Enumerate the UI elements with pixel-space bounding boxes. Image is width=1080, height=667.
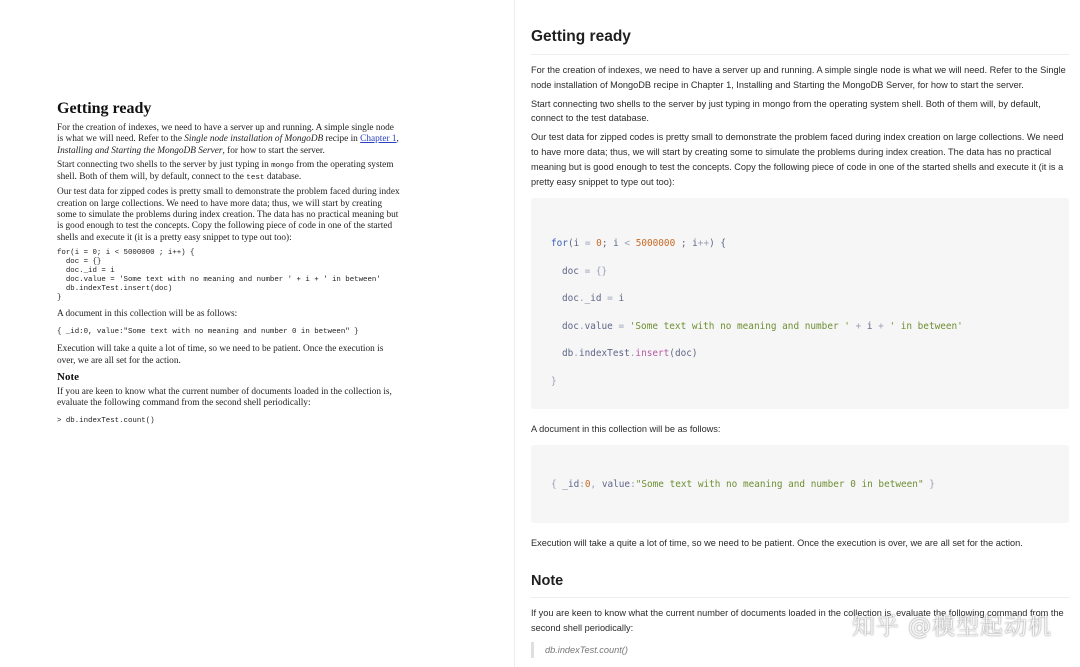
code-token: ; i [601, 238, 625, 250]
code-line [551, 313, 1049, 341]
code-token: 5000000 [630, 238, 676, 250]
code-line [551, 340, 1049, 368]
code-token: doc [562, 320, 579, 332]
code-token: ++ [697, 238, 710, 250]
book-paragraph-3: Our test data for zipped codes is pretty small to demonstrate the problem faced during index creation on large collections. We need to have more data; thus, we will start by creating some to simulate the problems during index creation. The data has no practical meaning but is good enough to test the concepts. Copy the following piece of code in one of the started shells and execute it (it is a pretty easy snippet to type out too): [57, 187, 400, 243]
code-token: insert [635, 348, 670, 360]
code-token: (i [567, 238, 585, 250]
inline-code: test [246, 174, 265, 183]
book-paragraph-5: Execution will take a quite a lot of time, so we need to be patient. Once the execution is over, we are all set for the action. [57, 344, 384, 366]
recipe-title: Single node installation of MongoDB [184, 134, 324, 145]
code-token: + [872, 320, 884, 332]
code-token: doc [562, 293, 579, 305]
code-token: doc [562, 265, 585, 277]
code-token: i [861, 320, 873, 332]
code-token: 'Some text with no meaning and number ' [624, 320, 850, 332]
code-token: ' in between' [883, 320, 963, 332]
web-paragraph-4: A document in this collection will be as follows: [531, 424, 721, 435]
web-paragraph-2: Start connecting two shells to the server by just typing in mongo from the operating system shell. Both of them will, by default, connect to the test database. [531, 98, 1041, 124]
code-token: "Some text with no meaning and number 0 in between" [635, 478, 924, 490]
book-page-content [57, 100, 402, 433]
code-token: { [551, 478, 563, 490]
code-token: db [562, 348, 574, 360]
code-token: = [607, 293, 613, 305]
book-paragraph-6: If you are keen to know what the current number of documents loaded in the collection is, evaluate the following command from the second shell periodically: [57, 386, 392, 409]
code-token: : [579, 478, 585, 490]
book-code-count: > db.indexTest.count() [57, 417, 155, 426]
code-token: (doc) [669, 348, 698, 360]
code-token: . [629, 348, 636, 360]
web-paragraph-6: If you are keen to know what the current number of documents loaded in the collection is, evaluate the following command from the second shell periodically: [531, 607, 1064, 633]
code-token: < [624, 238, 631, 250]
code-token: : [630, 478, 636, 490]
code-token: indexTest [578, 348, 630, 360]
web-code-block[interactable] [531, 198, 1069, 409]
web-paragraph-3: Our test data for zipped codes is pretty small to demonstrate the problem faced during index creation on large collections. We need to have more data; thus, we will start by creating some to simulate the problems during index creation. The data has no practical meaning but is good enough to test the concepts. Copy the following piece of code in one of the started shells and execute it (it is a pretty easy snippet to type out too): [531, 132, 1064, 187]
code-token: = [618, 320, 625, 332]
code-token: + [849, 320, 862, 332]
code-token: for [551, 238, 568, 250]
chapter-1-link[interactable]: Chapter 1 [360, 134, 397, 145]
code-token: ) { [709, 238, 727, 250]
code-token: value [584, 320, 619, 332]
web-blockquote-count: db.indexTest.count() [531, 642, 1069, 658]
book-code-block: for(i = 0; i < 5000000 ; i++) { doc = {} doc._id = i doc.value = 'Some text with no meaning and number ' + i + ' in between' db.indexTest.insert(doc) } [57, 248, 381, 302]
text: For the creation of indexes, we need to have a server up and running. A simple single node is what we will need. Refer to the [57, 123, 394, 145]
zhihu-watermark: 知乎 @模型起动机 [851, 614, 1052, 640]
inline-code: mongo [271, 161, 294, 170]
code-token: . [578, 320, 585, 332]
book-paragraph-1 [57, 123, 402, 157]
text: recipe in [323, 134, 361, 145]
code-token: = [584, 265, 591, 277]
code-line [551, 258, 1049, 286]
book-code-document: { _id:0, value:"Some text with no meaning and number 0 in between" } [57, 328, 359, 337]
book-page-panel [0, 0, 514, 667]
code-line [551, 368, 1049, 396]
code-token: = [584, 238, 591, 250]
code-token: i [612, 293, 625, 305]
text: from the operating system shell. Both of them will, by default, connect to the [57, 159, 394, 183]
code-token: . [573, 348, 579, 360]
text: , for how to start the server. [222, 145, 325, 156]
code-token: {} [590, 265, 608, 277]
web-page-panel [515, 0, 1080, 667]
web-heading-note: Note [531, 555, 1069, 598]
book-heading-note: Note [57, 370, 79, 383]
web-code-document[interactable] [531, 445, 1069, 523]
code-line [551, 285, 1049, 313]
code-token: _id [584, 293, 608, 305]
code-token: } [551, 375, 557, 387]
book-heading-getting-ready: Getting ready [57, 100, 152, 117]
book-paragraph-4: A document in this collection will be as follows: [57, 308, 238, 319]
code-token: . [578, 293, 585, 305]
book-paragraph-2 [57, 160, 402, 185]
code-line [551, 230, 1049, 258]
text: Start connecting two shells to the server by just typing in [57, 159, 272, 170]
text: , [396, 134, 399, 145]
web-paragraph-1: For the creation of indexes, we need to have a server up and running. A simple single node is what we will need. Refer to the Single node installation of MongoDB recipe in Chapter 1, Installing and Starting the MongoDB Server, for how to start the server. [531, 65, 1066, 90]
code-token: } [923, 478, 935, 490]
code-token: ; i [675, 238, 698, 250]
chapter-title: Installing and Starting the MongoDB Server [57, 145, 223, 156]
code-token: 0 [584, 478, 591, 490]
web-paragraph-5: Execution will take a quite a lot of time, so we need to be patient. Once the execution is over, we are all set for the action. [531, 538, 1023, 549]
code-token: value [601, 478, 631, 490]
code-token: _id [562, 478, 580, 490]
text: database. [264, 172, 302, 183]
web-heading-getting-ready: Getting ready [531, 28, 1069, 55]
code-token: , [590, 478, 602, 490]
web-page-content [531, 28, 1069, 658]
code-token: 0 [590, 238, 602, 250]
